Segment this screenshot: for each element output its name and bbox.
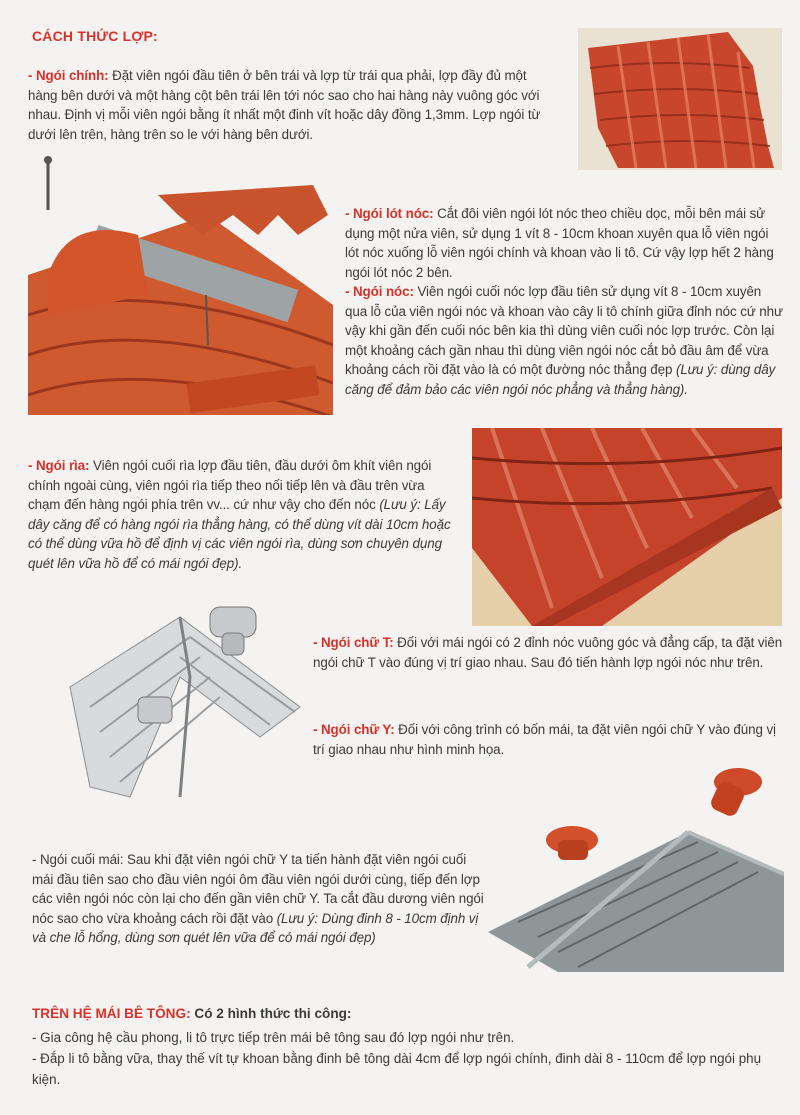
section-note: (Lưu ý: Lấy dây căng để có hàng ngói rìa thẳng hàng, có thể dùng vít dài 10cm hoặc có thể dùng vữa hồ để định vị các viên ngói rìa, dùng sơn chuyên dụng quét lên vữa hồ để có mái ngói đẹp). <box>28 497 451 571</box>
section-label: - Ngói chữ Y: <box>313 722 395 737</box>
section-ngoi-lot-noc <box>345 204 777 282</box>
section-label: - Ngói chữ T: <box>313 635 394 650</box>
section-ngoi-chu-y <box>313 720 783 759</box>
edge-tile-photo <box>472 428 782 626</box>
section-ngoi-cuoi-mai <box>32 850 484 948</box>
be-tong-item-1: - Gia công hệ cầu phong, li tô trực tiếp trên mái bê tông sau đó lợp ngói như trên. <box>32 1030 515 1045</box>
section-label: - Ngói lót nóc: <box>345 206 434 221</box>
section-be-tong <box>32 1003 782 1090</box>
be-tong-subheading: Có 2 hình thức thi công: <box>190 1006 352 1021</box>
be-tong-item-2: - Đắp li tô bằng vữa, thay thế vít tự khoan bằng đinh bê tông dài 4cm để lợp ngói chính, đinh dài 8 - 110cm để lợp ngói phụ kiện. <box>32 1051 762 1087</box>
section-ngoi-chu-t <box>313 633 783 672</box>
be-tong-heading: TRÊN HỆ MÁI BÊ TÔNG: <box>32 1006 191 1021</box>
section-text: Đặt viên ngói đầu tiên ở bên trái và lợp từ trái qua phải, lợp đầy đủ một hàng bên dưới và một hàng cột bên trái lên tới nóc sao cho hai hàng này vuông góc với nhau. Định vị mỗi viên ngói bằng ít nhất một đinh vít hoặc dây đồng 1,3mm. Lợp ngói từ dưới lên trên, hàng trên so le với hàng bên dưới. <box>28 68 541 142</box>
section-label: - Ngói nóc: <box>345 284 414 299</box>
y-tile-roof-photo <box>488 762 784 972</box>
section-ngoi-chinh <box>28 66 558 144</box>
section-text: Đối với công trình có bốn mái, ta đặt viên ngói chữ Y vào đúng vị trí giao nhau như hình minh họa. <box>313 722 776 757</box>
section-ngoi-ria <box>28 456 456 574</box>
main-tile-roof-photo <box>578 28 782 170</box>
section-note: (Lưu ý: dùng dây căng để đảm bảo các viên ngói nóc phẳng và thẳng hàng). <box>345 362 776 397</box>
section-text: Viên ngói cuối rìa lợp đầu tiên, đầu dưới ôm khít viên ngói chính ngoài cùng, viên ngói rìa tiếp theo nối tiếp lên và đầu trên vừa chạm đến hàng ngói phía trên vv... cứ như vậy cho đến nóc <box>28 458 432 513</box>
section-text: Viên ngói cuối nóc lợp đầu tiên sử dụng vít 8 - 10cm xuyên qua lỗ của viên ngói nóc và khoan vào cây li tô chính giữa đỉnh nóc cứ như vậy khi gần đến cuối nóc bên kia thì dùng viên cuối nóc lợp trước. Còn lại một khoảng cách gần nhau thì dùng viên ngói nóc cắt bỏ đầu âm để vừa khoảng cách rồi đặt vào là có một đường nóc thẳng đẹp <box>345 284 783 378</box>
section-ngoi-noc <box>345 282 785 400</box>
t-tile-illustration <box>60 597 310 815</box>
page-heading: CÁCH THỨC LỢP: <box>32 28 158 44</box>
section-text: Đối với mái ngói có 2 đỉnh nóc vuông góc và đẳng cấp, ta đặt viên ngói chữ T vào đúng vị trí giao nhau. Sau đó tiến hành lợp ngói nóc như trên. <box>313 635 783 670</box>
section-label: - Ngói rìa: <box>28 458 90 473</box>
be-tong-heading-line <box>32 1003 782 1024</box>
section-note: (Lưu ý: Dùng đinh 8 - 10cm định vị và che lỗ hổng, dùng sơn quét lên vữa để có mái ngói đẹp) <box>32 910 479 946</box>
section-label: - Ngói chính: <box>28 68 109 83</box>
section-text: Cắt đôi viên ngói lót nóc theo chiều dọc, mỗi bên mái sử dụng một nửa viên, sử dụng 1 vít 8 - 10cm khoan xuyên qua lỗ viên ngói lót nóc xuống lỗ viên ngói chính và khoan vào li tô. Cứ vậy lợp hết 2 hàng ngói lót nóc 2 bên. <box>345 206 774 280</box>
section-text: - Ngói cuối mái: Sau khi đặt viên ngói chữ Y ta tiến hành đặt viên ngói cuối mái đầu tiên sao cho đầu viên ngói ôm đầu viên ngói dưới cùng, tiếp đến lợp các viên ngói nóc còn lại cho đến gần viên chữ Y. Ta cắt đầu dương viên ngói nóc sao cho vừa khoảng cách rồi đặt vào <box>32 852 484 926</box>
ridge-tile-photo <box>28 155 333 415</box>
